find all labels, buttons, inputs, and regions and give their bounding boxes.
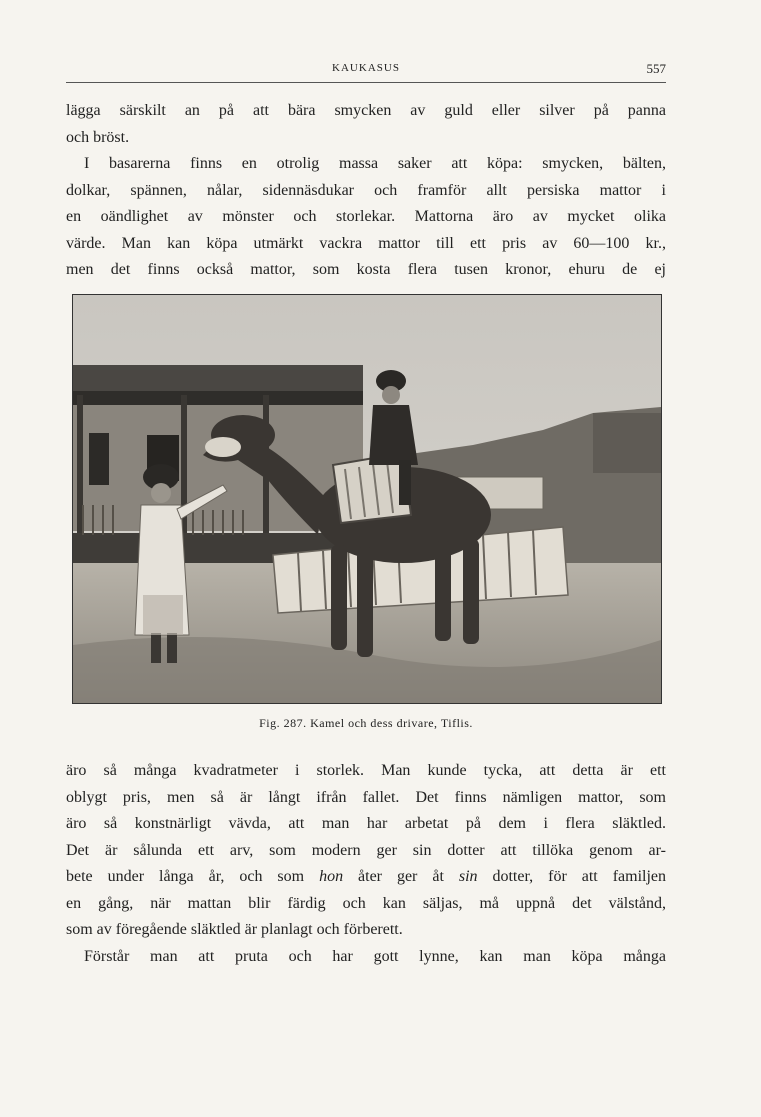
text-line: I basarerna finns en otrolig massa saker att köpa: smycken, bälten, — [84, 155, 666, 172]
text-line: värde. Man kan köpa utmärkt vackra mattor till ett pris av 60—100 kr., — [66, 234, 666, 252]
text-line: Förstår man att pruta och har gott lynne, kan man köpa många — [84, 947, 666, 965]
italic-word-hon: hon — [319, 868, 344, 885]
text-line: en oändlighet av mönster och storlekar. Mattorna äro av mycket olika — [66, 208, 666, 225]
running-head-title: KAUKASUS — [332, 62, 400, 74]
italic-word-sin: sin — [458, 868, 478, 885]
text-line: Det är sålunda ett arv, som modern ger sin dotter att tillöka genom ar- — [66, 841, 666, 859]
photo-illustration — [73, 295, 661, 703]
text-run: dotter, för att familjen — [477, 868, 667, 885]
text-line: äro så konstnärligt vävda, att man har arbetat på dem i flera släktled. — [66, 815, 666, 832]
running-head — [66, 62, 666, 80]
text-line: som av föregående släktled är planlagt och förberett. — [66, 921, 403, 938]
text-line: lägga särskilt an på att bära smycken av guld eller silver på panna — [66, 102, 666, 119]
photo-camel-and-driver — [72, 294, 662, 704]
text-line: äro så många kvadratmeter i storlek. Man kunde tycka, att detta är ett — [66, 762, 666, 779]
page-number: 557 — [646, 61, 666, 76]
text-line: oblygt pris, men så är långt ifrån fallet. Det finns nämligen mattor, som — [66, 788, 666, 806]
text-line: dolkar, spännen, nålar, sidennäsdukar och framför allt persiska mattor i — [66, 181, 666, 199]
text-line: men det finns också mattor, som kosta flera tusen kronor, ehuru de ej — [66, 261, 666, 278]
text-block-top — [66, 98, 666, 284]
text-line: och bröst. — [66, 128, 130, 146]
text-line — [66, 864, 666, 891]
text-run: åter ger åt — [343, 868, 459, 885]
text-line: en gång, när mattan blir färdig och kan säljas, må uppnå det välstånd, — [66, 894, 666, 912]
text-block-bottom — [66, 758, 666, 970]
header-rule — [66, 82, 666, 83]
figure-caption: Fig. 287. Kamel och dess drivare, Tiflis. — [259, 716, 473, 730]
text-run: bete under långa år, och som — [66, 868, 320, 885]
